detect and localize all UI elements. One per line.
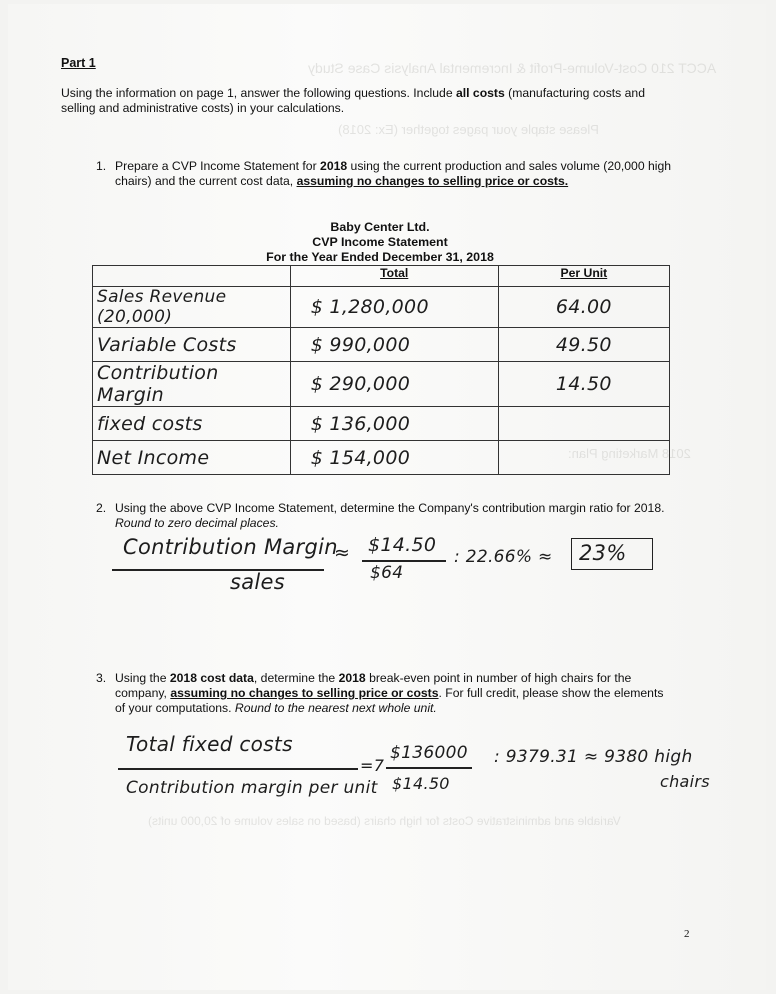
page-number: 2 [684,928,690,940]
statement-title: CVP Income Statement [312,235,448,249]
q2-fraction-line [112,569,324,571]
q3-text: Using the 2018 cost data, determine the 2018 break-even point in number of high chairs for the company, assuming no changes to selling price or costs. For full credit, please show the elements of your computations. Round to the nearest next whole unit. [115,671,664,715]
header-per-unit: Per Unit [498,266,669,287]
cvp-income-statement-table [92,265,670,475]
q3-fraction-line [118,768,358,770]
q2-text: Using the above CVP Income Statement, determine the Company's contribution margin ratio for 2018. Round to zero decimal places. [115,501,665,530]
document-page [8,4,766,990]
table-row [93,362,670,407]
bleed-through-line-2: 2018 Marketing Plan: [568,446,691,461]
q2-denominator-label: sales [230,570,286,594]
q3-numerator-label: Total fixed costs [126,732,293,756]
row-per-unit [498,441,669,475]
row-label: Sales Revenue (20,000) [93,287,291,328]
q2-number: 2. [96,501,107,515]
statement-period: For the Year Ended December 31, 2018 [266,250,494,264]
row-total: $ 136,000 [290,407,498,441]
header-total: Total [290,266,498,287]
q3-denominator-label: Contribution margin per unit [126,778,378,798]
row-per-unit: 14.50 [498,362,669,407]
row-per-unit [498,407,669,441]
q2-numerator-value: $14.50 [368,534,437,556]
q3-numerator-value: $136000 [390,743,468,763]
row-label: Variable Costs [93,328,291,362]
q1-number: 1. [96,159,107,173]
bleed-through-line-3: Variable and administrative Costs for high chairs (based on sales volume of 20,000 units) [148,814,621,828]
row-label: Contribution Margin [93,362,291,407]
header-label-cell [93,266,291,287]
table-row [93,328,670,362]
q2-answer: 23% [579,541,627,565]
q2-result: : 22.66% ≈ [454,547,553,567]
q3-denominator-value: $14.50 [392,774,450,793]
q2-approx-sign: ≈ [334,542,351,564]
intro-text: Using the information on page 1, answer the following questions. Include all costs (manufacturing costs and selling and administrative costs) in your calculations. [61,86,645,115]
bleed-through-line-1: Please staple your pages together (Ex: 2018) [338,122,599,137]
q2-numerator-label: Contribution Margin [123,535,338,559]
row-total: $ 154,000 [290,441,498,475]
q3-arrow: =7 [360,756,385,775]
q3-value-line [386,767,472,769]
q3-number: 3. [96,671,107,685]
q3-result: : 9379.31 ≈ 9380 high [494,747,693,767]
row-total: $ 1,280,000 [290,287,498,328]
row-label: fixed costs [93,407,291,441]
q1-text: Prepare a CVP Income Statement for 2018 using the current production and sales volume (20,000 high chairs) and the current cost data, assuming no changes to selling price or costs. [115,159,672,188]
table-row [93,441,670,475]
row-per-unit: 64.00 [498,287,669,328]
q3-result-continued: chairs [660,772,710,791]
table-header-row [93,266,670,287]
statement-company: Baby Center Ltd. [330,220,430,234]
q2-denominator-value: $64 [370,563,404,583]
table-row [93,287,670,328]
row-total: $ 990,000 [290,328,498,362]
part-heading: Part 1 [61,56,96,70]
row-total: $ 290,000 [290,362,498,407]
bleed-through-title: ACCT 210 Cost-Volume-Profit & Incremental Analysis Case Study [308,60,717,76]
row-label: Net Income [93,441,291,475]
table-row [93,407,670,441]
q2-value-line [362,560,446,562]
row-per-unit: 49.50 [498,328,669,362]
